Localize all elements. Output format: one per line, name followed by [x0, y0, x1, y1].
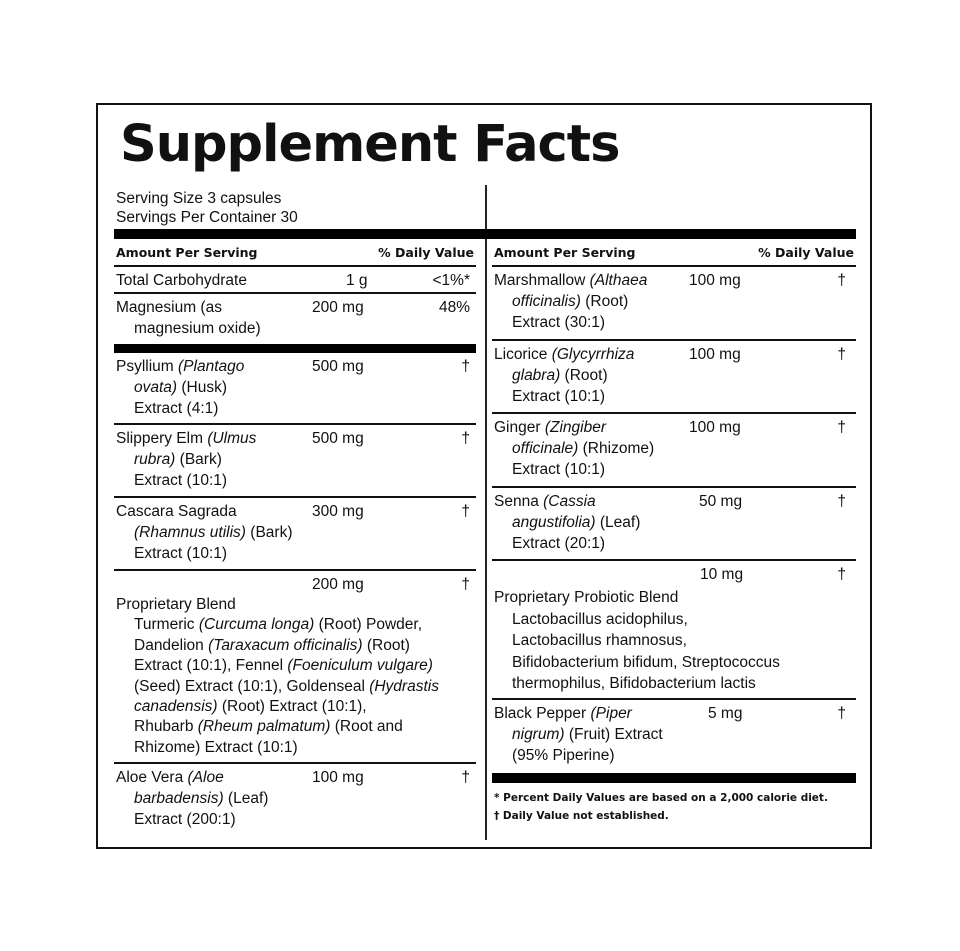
ingredient-amount: 100 mg [689, 419, 741, 436]
supplement-facts-panel [96, 103, 872, 849]
ingredient-row-licorice [492, 341, 856, 414]
footnote-not-established: † Daily Value not established. [494, 810, 669, 822]
panel-title: Supplement Facts [120, 115, 620, 174]
ingredient-amount: 100 mg [689, 346, 741, 363]
column-divider [485, 185, 487, 840]
ingredient-name: Psyllium (Plantago ovata) (Husk) Extract (4:1) [116, 358, 245, 417]
ingredient-dv: † [461, 503, 470, 520]
ingredient-row-ginger [492, 414, 856, 488]
amount-header: Amount Per Serving [116, 245, 258, 260]
serving-info [116, 189, 298, 227]
ingredient-dv: † [837, 705, 846, 722]
nutrient-name: Total Carbohydrate [116, 272, 247, 289]
footnote-daily-values: * Percent Daily Values are based on a 2,000 calorie diet. [494, 792, 828, 804]
ingredient-amount: 500 mg [312, 358, 364, 375]
ingredient-row-probiotic-blend [492, 561, 856, 700]
ingredient-row-proprietary-blend [114, 571, 476, 764]
ingredient-amount: 50 mg [699, 493, 743, 510]
ingredient-name: Ginger (Zingiber officinale) (Rhizome) Extract (10:1) [494, 419, 655, 478]
nutrient-row-magnesium [114, 294, 476, 344]
ingredient-row-slippery-elm [114, 425, 476, 498]
ingredient-row-black-pepper [492, 700, 856, 770]
ingredient-name: Licorice (Glycyrrhiza glabra) (Root) Extract (10:1) [494, 346, 635, 405]
dv-header: % Daily Value [758, 245, 854, 260]
ingredient-amount: 300 mg [312, 503, 364, 520]
ingredient-row-psyllium [114, 353, 476, 425]
ingredient-name: Proprietary Probiotic Blend Lactobacillus acidophilus, Lactobacillus rhamnosus, Bifidobacterium bifidum, Streptococcus thermophilus, Bifidobacterium lactis [494, 589, 780, 692]
ingredient-dv: † [837, 493, 846, 510]
nutrient-dv: 48% [438, 299, 470, 316]
ingredient-dv: † [837, 566, 846, 583]
ingredient-amount: 10 mg [700, 566, 744, 583]
ingredient-dv: † [461, 576, 470, 593]
nutrient-dv: <1%* [432, 272, 470, 289]
ingredient-name: Senna (Cassia angustifolia) (Leaf) Extract (20:1) [494, 493, 641, 552]
footnotes [494, 789, 828, 825]
amount-header: Amount Per Serving [494, 245, 636, 260]
nutrient-amount: 200 mg [312, 299, 364, 316]
ingredient-dv: † [837, 419, 846, 436]
ingredient-dv: † [461, 430, 470, 447]
ingredient-row-marshmallow [492, 267, 856, 341]
bottom-thick-rule [492, 773, 856, 783]
ingredient-name: Proprietary Blend Turmeric (Curcuma longa) (Root) Powder, Dandelion (Taraxacum officinalis) (Root) Extract (10:1), Fennel (Foeniculum vulgare) (Seed) Extract (10:1), Goldenseal (Hydrastis canadensis) (Root) Extract (10:1), Rhubarb (Rheum palmatum) (Root and Rhizome) Extract (10:1) [116, 596, 439, 756]
ingredient-dv: † [461, 769, 470, 786]
ingredient-name: Slippery Elm (Ulmus rubra) (Bark) Extract (10:1) [116, 430, 257, 489]
ingredient-name: Marshmallow (Althaea officinalis) (Root) Extract (30:1) [494, 272, 648, 331]
ingredient-name: Cascara Sagrada (Rhamnus utilis) (Bark) Extract (10:1) [116, 503, 293, 562]
column-header [492, 239, 856, 267]
left-column [114, 239, 476, 836]
ingredient-amount: 500 mg [312, 430, 364, 447]
ingredient-amount: 100 mg [312, 769, 364, 786]
ingredient-name: Black Pepper (Piper nigrum) (Fruit) Extract (95% Piperine) [494, 705, 663, 764]
serving-size: Serving Size 3 capsules [116, 190, 282, 207]
ingredient-row-cascara-sagrada [114, 498, 476, 571]
ingredient-row-aloe-vera [114, 764, 476, 836]
dv-header: % Daily Value [378, 245, 474, 260]
nutrient-row-carbohydrate [114, 267, 476, 294]
ingredient-amount: 200 mg [312, 576, 364, 593]
ingredient-dv: † [461, 358, 470, 375]
nutrient-name: Magnesium (as magnesium oxide) [116, 299, 261, 337]
ingredient-amount: 100 mg [689, 272, 741, 289]
ingredient-dv: † [837, 346, 846, 363]
ingredient-name: Aloe Vera (Aloe barbadensis) (Leaf) Extract (200:1) [116, 769, 269, 828]
ingredient-amount: 5 mg [708, 705, 743, 722]
right-column [492, 239, 856, 770]
section-thick-rule [114, 344, 476, 353]
ingredient-dv: † [837, 272, 846, 289]
servings-per-container: Servings Per Container 30 [116, 209, 298, 226]
column-header [114, 239, 476, 267]
nutrient-amount: 1 g [346, 272, 368, 289]
ingredient-row-senna [492, 488, 856, 561]
top-thick-rule [114, 229, 856, 239]
